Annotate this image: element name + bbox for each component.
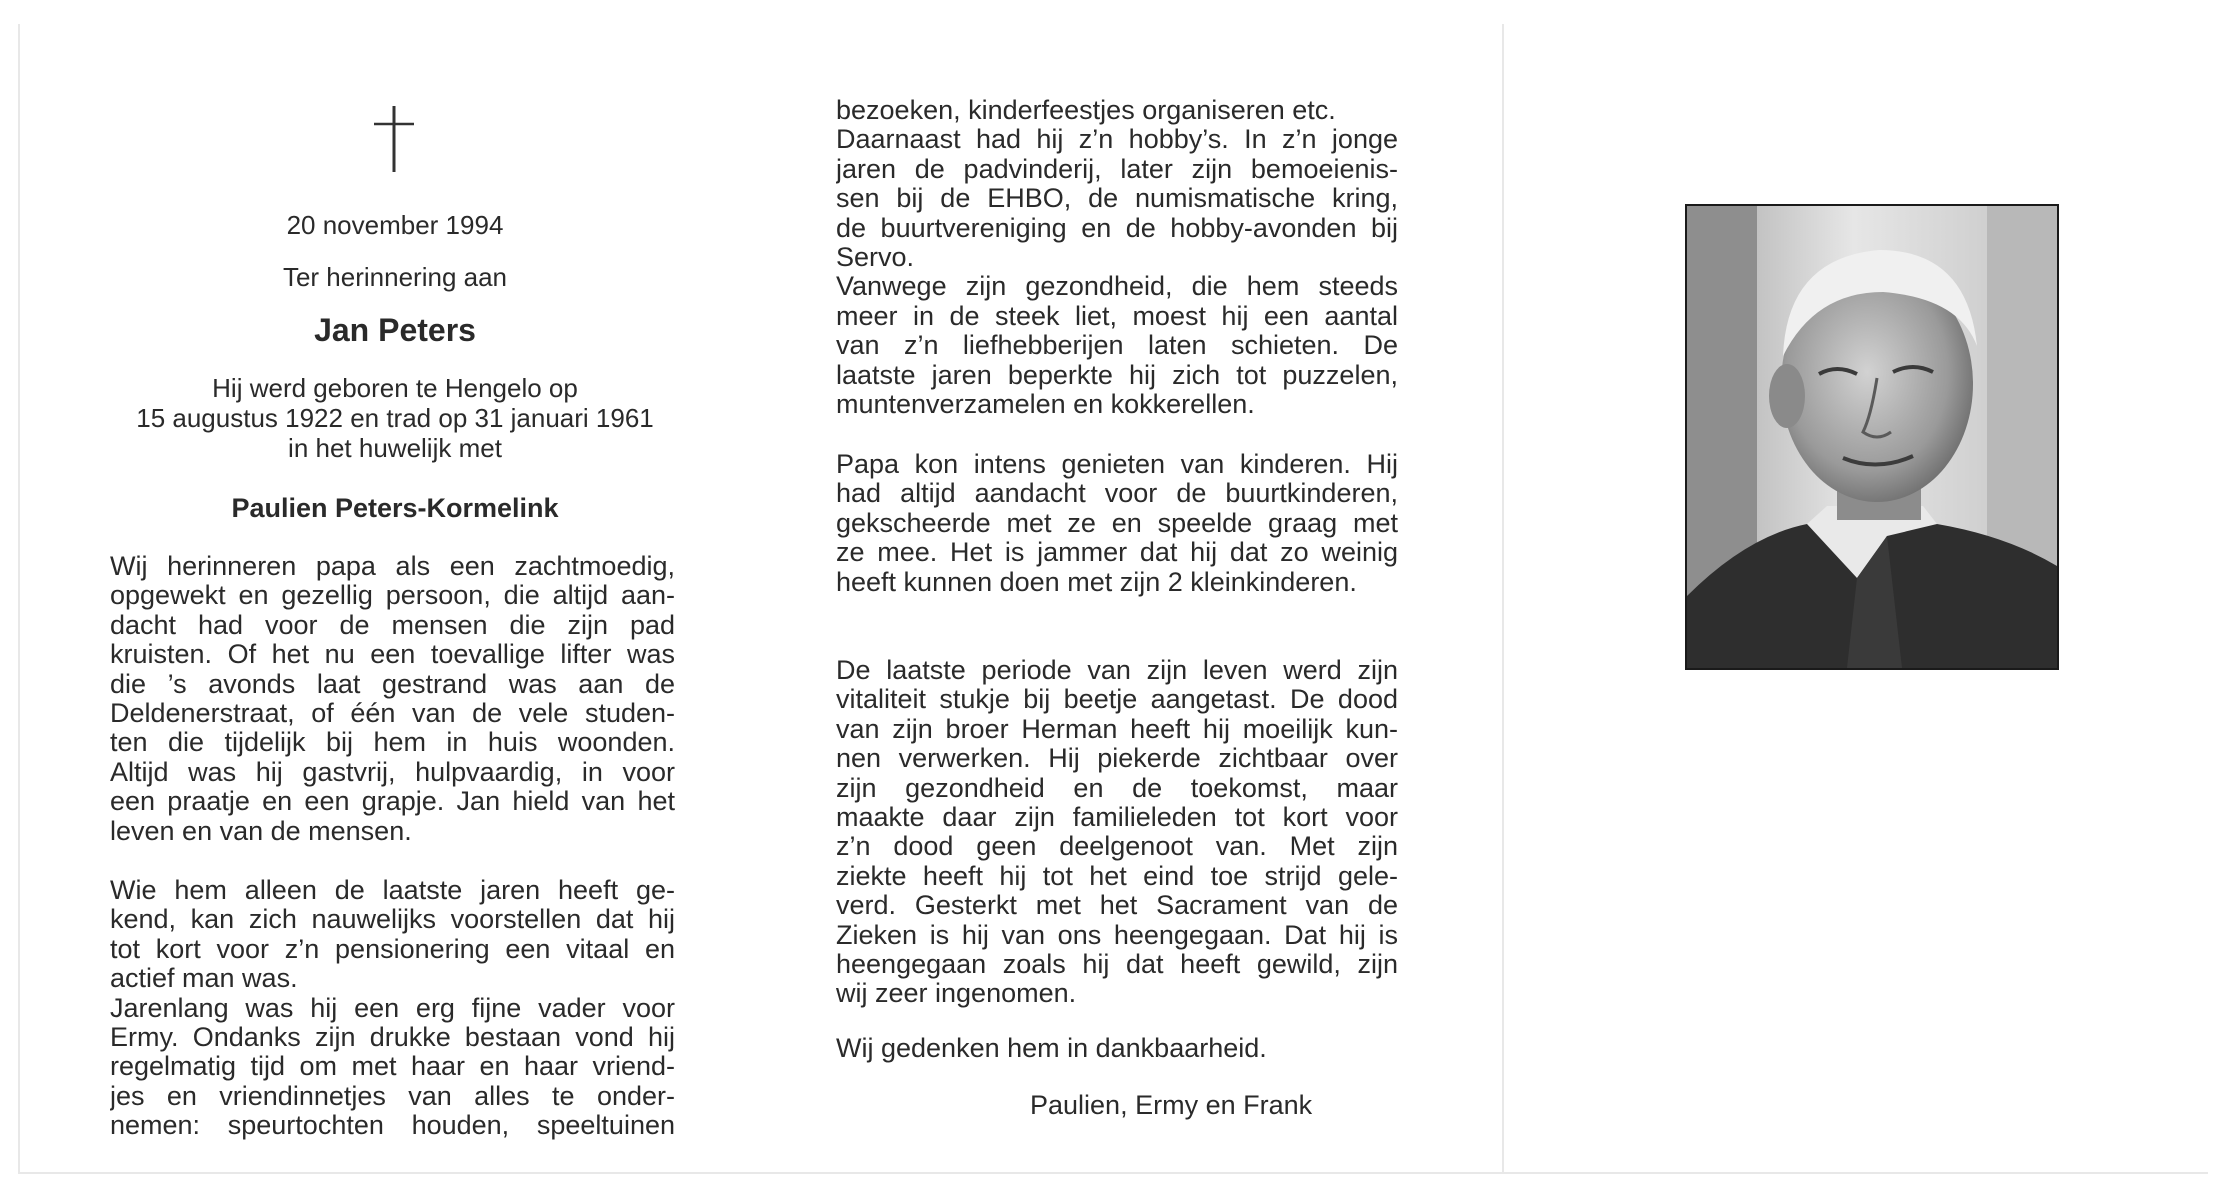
card-bottom-edge — [18, 1172, 2208, 1174]
text-line: de buurtvereniging en de hobby-avonden bij — [836, 213, 1398, 243]
text-line: een praatje en een grapje. Jan hield van het — [110, 787, 675, 817]
text-line: ziekte heeft hij tot het eind toe strijd gele- — [836, 861, 1398, 891]
text-line: dacht had voor de mensen die zijn pad — [110, 610, 675, 640]
text-line: Jarenlang was hij een erg fijne vader voor — [110, 993, 675, 1023]
text-line: verd. Gesterkt met het Sacrament van de — [836, 891, 1398, 921]
text-line: Servo. — [836, 242, 915, 272]
text-line: ze mee. Het is jammer dat hij dat zo weinig — [836, 538, 1398, 568]
text-line: bezoeken, kinderfeestjes organiseren etc. — [836, 96, 1336, 125]
text-line: heeft kunnen doen met zijn 2 kleinkinderen. — [836, 567, 1357, 597]
middle-paragraph-2 — [836, 450, 1398, 597]
text-line: Ermy. Ondanks zijn drukke bestaan vond hij — [110, 1022, 675, 1052]
text-line: opgewekt en gezellig persoon, die altijd aan- — [110, 581, 675, 611]
text-line: Zieken is hij van ons heengegaan. Dat hij is — [836, 920, 1398, 950]
text-line: zijn gezondheid en de toekomst, maar — [836, 773, 1398, 803]
text-line: kruisten. Of het nu een toevallige lifter was — [110, 640, 675, 670]
middle-paragraph-1 — [836, 96, 1398, 419]
portrait-photo — [1685, 204, 2059, 670]
text-line: die ’s avonds laat gestrand was aan de — [110, 669, 675, 699]
text-line: muntenverzamelen en kokkerellen. — [836, 389, 1255, 419]
birth-line-2: 15 augustus 1922 en trad op 31 januari 1961 — [136, 403, 654, 433]
text-line: jes en vriendinnetjes van alles te onder- — [110, 1081, 675, 1111]
text-line: Papa kon intens genieten van kinderen. Hij — [836, 450, 1398, 479]
birth-line-1: Hij werd geboren te Hengelo op — [212, 373, 578, 403]
text-line: Wij herinneren papa als een zachtmoedig, — [110, 552, 675, 581]
text-line: van z’n liefhebberijen laten schieten. De — [836, 331, 1398, 361]
text-line: van zijn broer Herman heeft hij moeilijk kun- — [836, 714, 1398, 744]
left-paragraph-2 — [110, 876, 675, 1141]
text-line: kend, kan zich nauwelijks voorstellen dat hij — [110, 905, 675, 935]
text-line: Vanwege zijn gezondheid, die hem steeds — [836, 272, 1398, 302]
text-line: heengegaan zoals hij dat heeft gewild, zijn — [836, 949, 1398, 979]
closing-line: Wij gedenken hem in dankbaarheid. — [836, 1033, 1267, 1063]
spouse-name: Paulien Peters-Kormelink — [231, 493, 559, 523]
signature: Paulien, Ermy en Frank — [1030, 1090, 1313, 1120]
text-line: z’n dood geen deelgenoot van. Met zijn — [836, 832, 1398, 862]
cross-icon — [366, 104, 422, 174]
text-line: sen bij de EHBO, de numismatische kring, — [836, 184, 1398, 214]
text-line: actief man was. — [110, 964, 298, 994]
text-line: nen verwerken. Hij piekerde zichtbaar over — [836, 744, 1398, 774]
text-line: had altijd aandacht voor de buurtkinderen, — [836, 479, 1398, 509]
text-line: Altijd was hij gastvrij, hulpvaardig, in voor — [110, 757, 675, 787]
card-fold-line — [1502, 24, 1504, 1174]
death-date: 20 november 1994 — [286, 210, 504, 240]
birth-line-3: in het huwelijk met — [288, 433, 502, 463]
text-line: vitaliteit stukje bij beetje aangetast. De dood — [836, 685, 1398, 715]
text-line: regelmatig tijd om met haar en haar vriend- — [110, 1052, 675, 1082]
text-line: tot kort voor z’n pensionering een vitaal en — [110, 934, 675, 964]
text-line: gekscheerde met ze en speelde graag met — [836, 508, 1398, 538]
left-paragraph-1 — [110, 552, 675, 846]
text-line: Daarnaast had hij z’n hobby’s. In z’n jonge — [836, 125, 1398, 155]
text-line: De laatste periode van zijn leven werd zijn — [836, 656, 1398, 685]
text-line: laatste jaren beperkte hij zich tot puzzelen, — [836, 360, 1398, 390]
text-line: Deldenerstraat, of één van de vele studen- — [110, 698, 675, 728]
text-line: wij zeer ingenomen. — [836, 979, 1077, 1009]
portrait-illustration — [1687, 206, 2057, 668]
text-line: ten die tijdelijk bij hem in huis woonden. — [110, 728, 675, 758]
memorial-intro: Ter herinnering aan — [282, 262, 508, 292]
text-line: leven en van de mensen. — [110, 816, 412, 846]
text-line: maakte daar zijn familieleden tot kort voor — [836, 802, 1398, 832]
text-line: meer in de steek liet, moest hij een aantal — [836, 301, 1398, 331]
middle-paragraph-3 — [836, 656, 1398, 1009]
text-line: nemen: speurtochten houden, speeltuinen — [110, 1111, 675, 1141]
text-line: Wie hem alleen de laatste jaren heeft ge- — [110, 876, 675, 905]
deceased-name: Jan Peters — [314, 312, 476, 348]
text-line: jaren de padvinderij, later zijn bemoeienis- — [836, 154, 1398, 184]
card-left-edge — [18, 24, 20, 1174]
